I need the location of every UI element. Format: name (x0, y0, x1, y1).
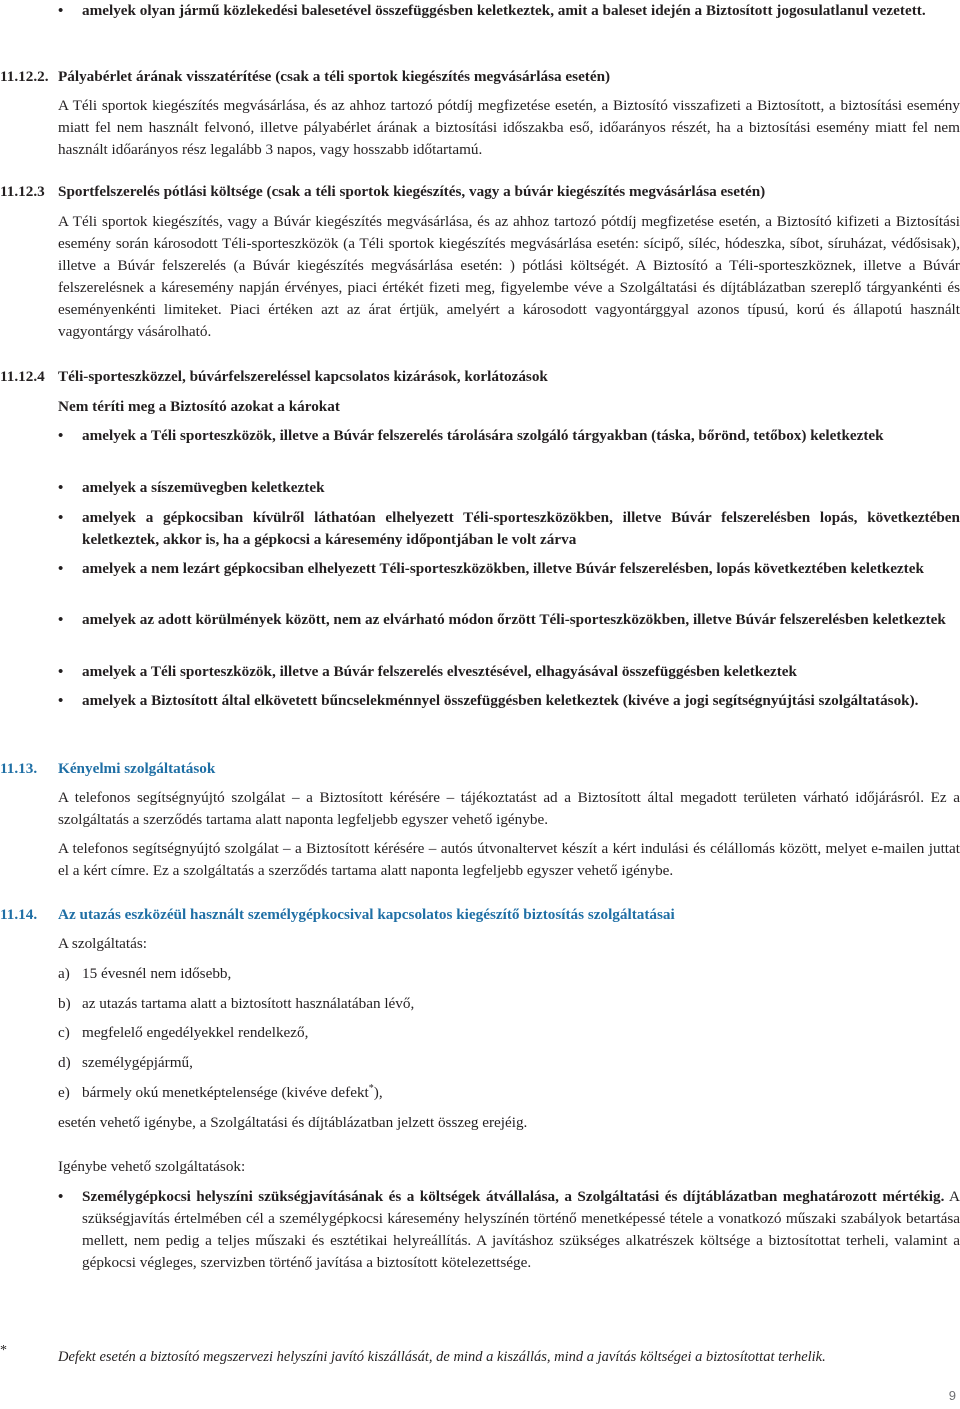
footnote-text: Defekt esetén a biztosító megszervezi helyszíni javító kiszállását, de mind a kiszállás, mind a javítás költségei a biztosítottat terhelik. (58, 1349, 826, 1365)
bullet-dot: • (58, 561, 64, 577)
section-11-12-2-number: 11.12.2. (0, 68, 49, 85)
list-item-label: a) (58, 965, 70, 982)
list-item-text (82, 1082, 383, 1104)
section-11-13-title: Kényelmi szolgáltatások (58, 760, 216, 777)
exclusion-item: amelyek a nem lezárt gépkocsiban elhelyezett Téli-sporteszközökben, illetve Búvár felszerelésben, lopás következtében keletkeztek (82, 560, 924, 577)
section-11-12-4-subtitle: Nem téríti meg a Biztosító azokat a károkat (58, 398, 340, 415)
service-item-bold: Személygépkocsi helyszíni szükségjavításának és a költségek átvállalása, a Szolgáltatási és díjtáblázatban meghatározott mértékig. (82, 1188, 945, 1205)
bullet-dot: • (58, 612, 64, 628)
footnote-mark: * (0, 1343, 7, 1358)
exclusion-item: amelyek a síszemüvegben keletkeztek (82, 479, 325, 496)
section-11-12-3-title: Sportfelszerelés pótlási költsége (csak a téli sportok kiegészítés, vagy a búvár kiegészítés megvásárlása esetén) (58, 183, 766, 200)
section-11-14-after-list: esetén vehető igénybe, a Szolgáltatási és díjtáblázatban jelzett összeg erejéig. (58, 1114, 528, 1131)
section-11-12-4-number: 11.12.4 (0, 368, 45, 385)
section-11-13-paragraph-2: A telefonos segítségnyújtó szolgálat – a Biztosított kérésére – autós útvonaltervet készít a kért indulási és célállomás között, melyet e-mailen juttat el a kért címre. Ez a szolgáltatás a szerződés tartama alatt naponta legfeljebb egyszer vehető igénybe. (58, 840, 960, 879)
list-item-e-end: ), (373, 1084, 383, 1101)
list-item-text: megfelelő engedélyekkel rendelkező, (82, 1024, 309, 1041)
exclusion-item: amelyek a Téli sporteszközök, illetve a Búvár felszerelés tárolására szolgáló tárgyakban (táska, bőrönd, tetőbox) keletkeztek (82, 427, 884, 444)
list-item-e-text: bármely okú menetképtelensége (kivéve defekt (82, 1084, 369, 1101)
bullet-dot: • (58, 693, 64, 709)
exclusion-item: amelyek a gépkocsiban kívülről láthatóan elhelyezett Téli-sporteszközökben, illetve Búvár felszerelésben lopás, következtében keletkeztek, akkor is, ha a gépkocsi a káresemény időpontjában le volt zárva (82, 509, 960, 548)
page-number: 9 (948, 1388, 956, 1403)
section-11-13-paragraph-1: A telefonos segítségnyújtó szolgálat – a Biztosított kérésére – tájékoztatást ad a Biztosított által megadott területen várható időjárásról. Ez a szolgáltatás a szerződés tartama alatt naponta legfeljebb egyszer vehető igénybe. (58, 789, 960, 828)
list-item-label: d) (58, 1054, 71, 1071)
bullet-dot: • (58, 664, 64, 680)
section-11-12-4-title: Téli-sporteszközzel, búvárfelszereléssel kapcsolatos kizárások, korlátozások (58, 368, 548, 385)
services-intro: Igénybe vehető szolgáltatások: (58, 1158, 246, 1175)
bullet-dot: • (58, 428, 64, 444)
section-11-14-title: Az utazás eszközéül használt személygépkocsival kapcsolatos kiegészítő biztosítás szolgáltatásai (58, 906, 675, 923)
service-item-text: A szükségjavítás értelmében cél a személygépkocsi káresemény helyszínén történő menetképessé tétele a vonatkozó műszaki szabályok betartása mellett, nem pedig a teljes műszaki és esztétikai helyreállítás. A javításhoz szükséges alkatrészek költsége a biztosítottat terheli, valamint a gépkocsi végleges, szervizben történő javítása a biztosított kötelezettsége. (82, 1188, 960, 1271)
section-11-12-3-body: A Téli sportok kiegészítés, vagy a Búvár kiegészítés megvásárlása, és az ahhoz tartozó pótdíj megfizetése esetén, a Biztosító kifizeti a Biztosítási esemény során károsodott Téli-sporteszközök (a Téli sportok kiegészítés megvásárlása esetén: sícipő, síléc, hódeszka, síbot, síruházat, védősisak), illetve a Búvár felszerelés (a Búvár kiegészítés megvásárlása esetén: ) pótlási költségét. A Biztosító a Téli-sporteszköznek, illetve a Búvár felszerelésnek a káresemény napján érvényes, piaci értékét fizeti meg, figyelembe véve a Szolgáltatási és díjtáblázatban szereplő tárgyankénti és eseményenkénti limiteket. Piaci értéken azt az árat értjük, amelyért a károsodott vagyontárggyal azonos típusú, korú és állapotú használt vagyontárgy vásárolható. (58, 213, 960, 340)
exclusion-item: amelyek a Téli sporteszközök, illetve a Búvár felszerelés elvesztésével, elhagyásával összefüggésben keletkeztek (82, 663, 797, 680)
exclusion-item: amelyek az adott körülmények között, nem az elvárható módon őrzött Téli-sporteszközökben, illetve Búvár felszerelésben keletkeztek (82, 611, 946, 628)
section-11-12-2-body: A Téli sportok kiegészítés megvásárlása, és az ahhoz tartozó pótdíj megfizetése esetén, a Biztosító visszafizeti a Biztosított, a biztosítási esemény miatt fel nem használt felvonó, illetve pályabérlet árának a biztosítási időszakba eső, időarányos részét, ha a biztosítási esemény miatt fel nem használt időarányos rész legalább 3 napos, vagy hosszabb időtartamú. (58, 97, 960, 158)
list-item-text: személygépjármű, (82, 1054, 193, 1071)
service-item (82, 1186, 960, 1274)
list-item-label: c) (58, 1024, 70, 1041)
bullet-dot: • (58, 480, 64, 496)
list-item-label: b) (58, 995, 71, 1012)
exclusion-item: amelyek a Biztosított által elkövetett bűncselekménnyel összefüggésben keletkeztek (kivéve a jogi segítségnyújtási szolgáltatások). (82, 692, 919, 709)
section-11-12-3-number: 11.12.3 (0, 183, 45, 200)
footnote-reference: * (368, 1082, 374, 1094)
top-bullet-text: amelyek olyan jármű közlekedési balesetével összefüggésben keletkeztek, amit a baleset idején a Biztosított jogosulatlanul vezetett. (82, 2, 926, 19)
list-item-label: e) (58, 1084, 70, 1101)
section-11-14-intro: A szolgáltatás: (58, 935, 147, 952)
section-11-14-number: 11.14. (0, 906, 38, 923)
bullet-dot: • (58, 3, 64, 19)
list-item-text: az utazás tartama alatt a biztosított használatában lévő, (82, 995, 415, 1012)
bullet-dot: • (58, 510, 64, 526)
list-item-text: 15 évesnél nem idősebb, (82, 965, 232, 982)
bullet-dot: • (58, 1189, 64, 1205)
section-11-13-number: 11.13. (0, 760, 38, 777)
section-11-12-2-title: Pályabérlet árának visszatérítése (csak a téli sportok kiegészítés megvásárlása esetén) (58, 68, 611, 85)
